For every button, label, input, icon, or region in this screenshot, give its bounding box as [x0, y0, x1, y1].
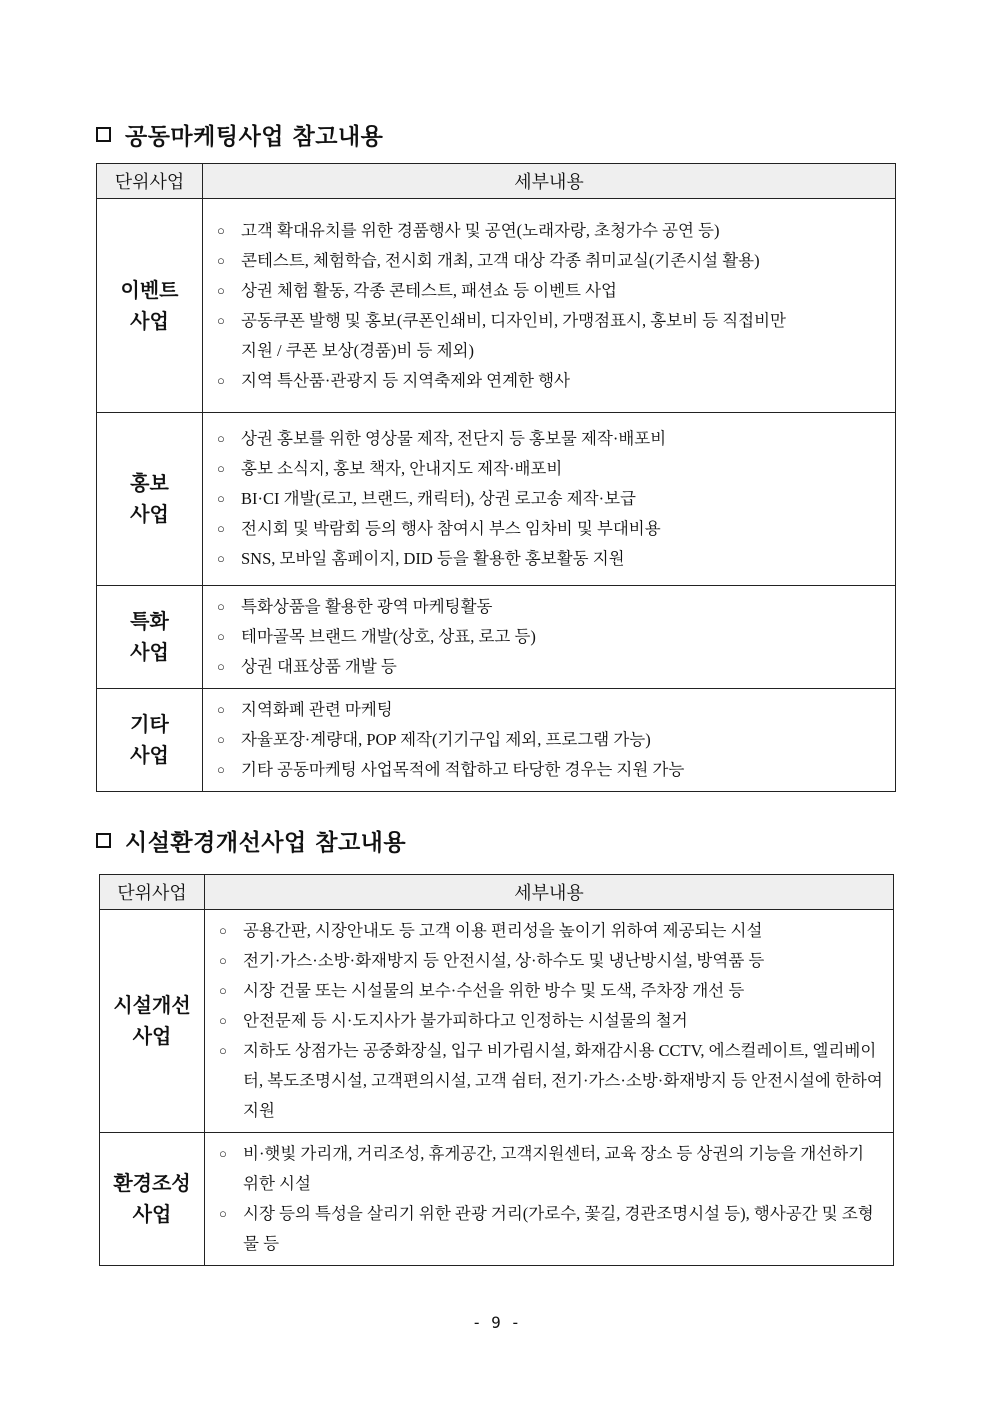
unit-cell — [97, 586, 203, 689]
unit-label: 사업 — [130, 308, 169, 333]
table-row-event — [97, 199, 896, 413]
list-item: ○ 전시회 및 박람회 등의 행사 참여시 부스 임차비 및 부대비용 — [215, 514, 885, 544]
unit-label: 사업 — [130, 743, 169, 767]
list-item: ○ 자율포장·계량대, POP 제작(기기구입 제외, 프로그램 가능) — [215, 725, 885, 755]
list-item: ○ 시장 등의 특성을 살리기 위한 관광 거리(가로수, 꽃길, 경관조명시설 등), 행사공간 및 조형물 등 — [217, 1199, 883, 1259]
checkbox-square-icon — [96, 833, 111, 848]
list-item: ○ 상권 체험 활동, 각종 콘테스트, 패션쇼 등 이벤트 사업 — [215, 276, 885, 306]
unit-label: 이벤트 — [120, 277, 179, 302]
list-item: ○ BI·CI 개발(로고, 브랜드, 캐릭터), 상권 로고송 제작·보급 — [215, 484, 885, 514]
list-item: ○ 콘테스트, 체험학습, 전시회 개최, 고객 대상 각종 취미교실(기존시설 활용) — [215, 246, 885, 276]
list-item: ○ 지역화폐 관련 마케팅 — [215, 695, 885, 725]
unit-label: 환경조성 — [113, 1171, 191, 1195]
unit-cell — [97, 689, 203, 792]
unit-cell — [97, 413, 203, 586]
list-item: ○ 전기·가스·소방·화재방지 등 안전시설, 상·하수도 및 냉난방시설, 방역품 등 — [217, 946, 883, 976]
table-header-row — [97, 164, 896, 199]
unit-label: 시설개선 — [113, 993, 191, 1017]
header-unit: 단위사업 — [97, 164, 203, 199]
list-item: ○ 상권 대표상품 개발 등 — [215, 652, 885, 682]
list-item: ○ 고객 확대유치를 위한 경품행사 및 공연(노래자랑, 초청가수 공연 등) — [215, 216, 885, 246]
section-heading-facility-improvement — [96, 824, 406, 857]
unit-label: 특화 — [130, 609, 169, 633]
list-item: ○ 기타 공동마케팅 사업목적에 적합하고 타당한 경우는 지원 가능 — [215, 755, 885, 785]
detail-cell — [203, 689, 896, 792]
table-row-environment — [100, 1133, 894, 1266]
table-row-specialized — [97, 586, 896, 689]
section-title: 공동마케팅사업 참고내용 — [125, 124, 384, 150]
section-heading-joint-marketing — [96, 118, 383, 151]
header-unit: 단위사업 — [100, 875, 205, 910]
detail-cell — [205, 910, 894, 1133]
unit-label: 사업 — [132, 1202, 172, 1226]
list-item: ○ 홍보 소식지, 홍보 책자, 안내지도 제작·배포비 — [215, 454, 885, 484]
unit-label: 사업 — [130, 502, 169, 526]
list-item: ○ 상권 홍보를 위한 영상물 제작, 전단지 등 홍보물 제작·배포비 — [215, 424, 885, 454]
unit-label: 사업 — [130, 640, 169, 664]
table-header-row — [100, 875, 894, 910]
list-item: ○ 테마골목 브랜드 개발(상호, 상표, 로고 등) — [215, 622, 885, 652]
list-item: ○ 안전문제 등 시·도지사가 불가피하다고 인정하는 시설물의 철거 — [217, 1006, 883, 1036]
table-row-facility — [100, 910, 894, 1133]
section-title: 시설환경개선사업 참고내용 — [125, 830, 407, 856]
unit-label: 기타 — [130, 712, 169, 736]
list-item: ○ 공용간판, 시장안내도 등 고객 이용 편리성을 높이기 위하여 제공되는 시설 — [217, 916, 883, 946]
table-row-other — [97, 689, 896, 792]
detail-cell — [203, 586, 896, 689]
detail-cell — [205, 1133, 894, 1266]
unit-cell — [100, 1133, 205, 1266]
list-item: ○ 지하도 상점가는 공중화장실, 입구 비가림시설, 화재감시용 CCTV, 에스컬레이트, 엘리베이터, 복도조명시설, 고객편의시설, 고객 쉼터, 전기·가스·소방·화재방지 등 안전시설에 한하여 지원 — [217, 1036, 883, 1126]
list-item: ○ 비·햇빛 가리개, 거리조성, 휴게공간, 고객지원센터, 교육 장소 등 상권의 기능을 개선하기 위한 시설 — [217, 1139, 883, 1199]
unit-label: 사업 — [132, 1024, 172, 1048]
list-item: ○ SNS, 모바일 홈페이지, DID 등을 활용한 홍보활동 지원 — [215, 544, 885, 574]
checkbox-square-icon — [96, 127, 111, 142]
joint-marketing-table — [96, 163, 896, 792]
header-detail: 세부내용 — [205, 875, 894, 910]
unit-cell — [100, 910, 205, 1133]
page-number: - 9 - — [471, 1313, 521, 1332]
table-row-promotion — [97, 413, 896, 586]
list-item: ○ 공동쿠폰 발행 및 홍보(쿠폰인쇄비, 디자인비, 가맹점표시, 홍보비 등 직접비만 지원 / 쿠폰 보상(경품)비 등 제외) — [215, 306, 885, 366]
unit-cell — [97, 199, 203, 413]
detail-cell — [203, 413, 896, 586]
list-item: ○ 시장 건물 또는 시설물의 보수·수선을 위한 방수 및 도색, 주차장 개선 등 — [217, 976, 883, 1006]
header-detail: 세부내용 — [203, 164, 896, 199]
facility-improvement-table — [99, 874, 894, 1266]
detail-cell — [203, 199, 896, 413]
list-item: ○ 특화상품을 활용한 광역 마케팅활동 — [215, 592, 885, 622]
list-item: ○ 지역 특산품·관광지 등 지역축제와 연계한 행사 — [215, 366, 885, 396]
unit-label: 홍보 — [130, 471, 169, 495]
